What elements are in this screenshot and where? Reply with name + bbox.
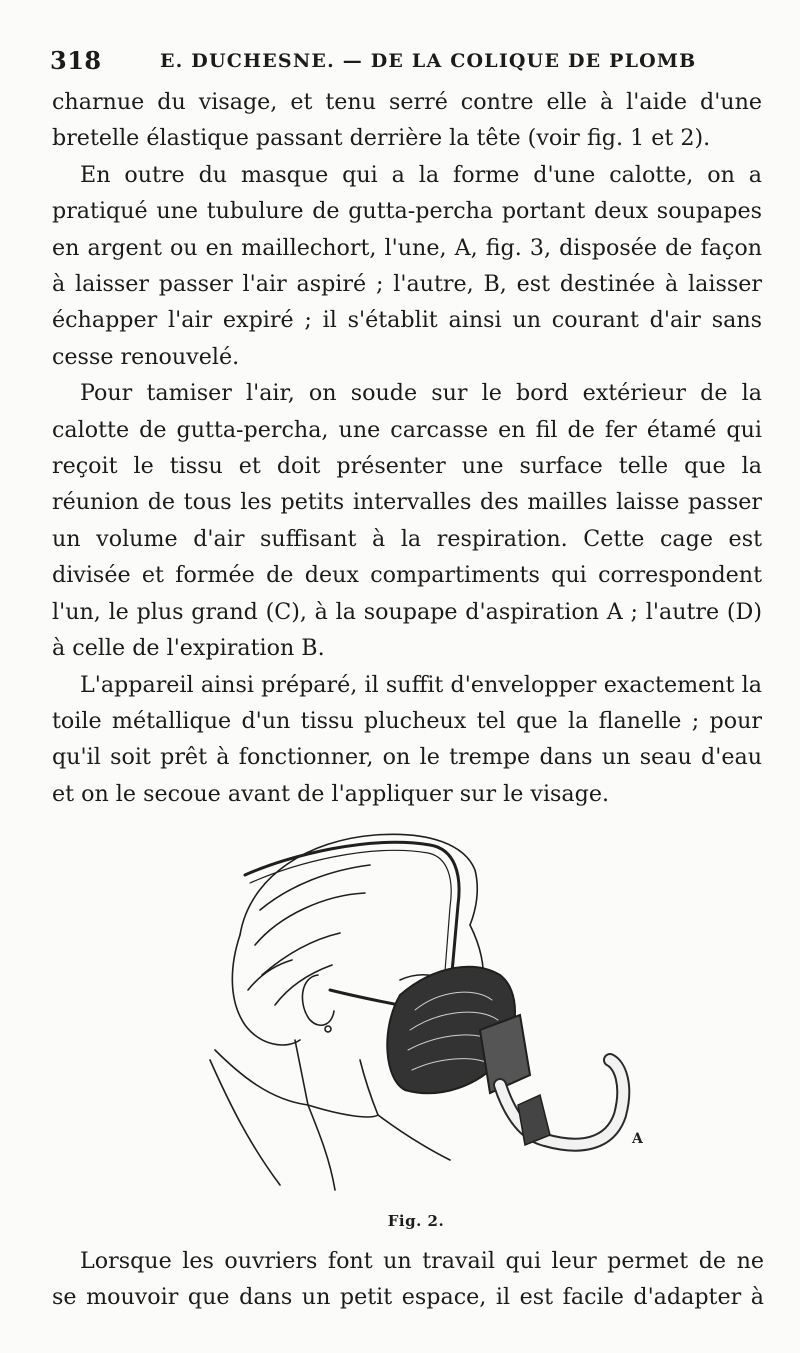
- respirator-engraving: [200, 815, 650, 1200]
- tail-text: [52, 1243, 764, 1316]
- neck-outline: [295, 1040, 308, 1105]
- page-header: [50, 40, 770, 76]
- figure-caption-text: Fig. 2.: [387, 1212, 445, 1230]
- paragraph-valves: En outre du masque qui a la forme d'une calotte, on a pratiqué une tubulure de gutta-percha portant deux soupapes en argent ou en maillechort, l'une, A, fig. 3, disposée de façon à laisser passer l'air aspiré ; l'autre, B, est destinée à laisser échapper l'air expiré ; il s'établit ainsi un courant d'air sans cesse renouvelé.: [52, 161, 762, 370]
- paragraph-continuation: charnue du visage, et tenu serré contre elle à l'aide d'une bretelle élastique passant derrière la tête (voir fig. 1 et 2).: [52, 89, 762, 152]
- body-text: [52, 84, 762, 812]
- elastic-strap: [245, 842, 459, 995]
- page-number: 318: [50, 46, 102, 75]
- collar-outline: [215, 1050, 378, 1117]
- ear-outline: [302, 975, 334, 1025]
- figure-respirator-illustration: [200, 815, 650, 1200]
- figure-label-a: A: [632, 1131, 643, 1147]
- figure-caption: [0, 1212, 800, 1230]
- paragraph-workers-line-2: se mouvoir que dans un petit espace, il est facile d'adapter à: [52, 1284, 764, 1311]
- earring: [325, 1026, 331, 1032]
- paragraph-workers: [52, 1243, 764, 1316]
- paragraph-filter-cage: Pour tamiser l'air, on soude sur le bord extérieur de la calotte de gutta-percha, une carcasse en fil de fer étamé qui reçoit le tissu et doit présenter une surface telle que la réunion de tous les petits intervalles des mailles laisse passer un volume d'air suffisant à la respiration. Cette cage est divisée et formée de deux compartiments qui correspondent l'un, le plus grand (C), à la soupape d'aspiration A ; l'autre (D) à celle de l'expiration B.: [52, 380, 762, 662]
- paragraph-workers-line-1: Lorsque les ouvriers font un travail qui leur permet de ne: [80, 1248, 764, 1274]
- running-title: E. DUCHESNE. — DE LA COLIQUE DE PLOMB: [160, 50, 697, 72]
- paragraph-preparation: L'appareil ainsi préparé, il suffit d'envelopper exactement la toile métallique d'un tissu plucheux tel que la flanelle ; pour qu'il soit prêt à fonctionner, on le trempe dans un seau d'eau et on le secoue avant de l'appliquer sur le visage.: [52, 671, 762, 807]
